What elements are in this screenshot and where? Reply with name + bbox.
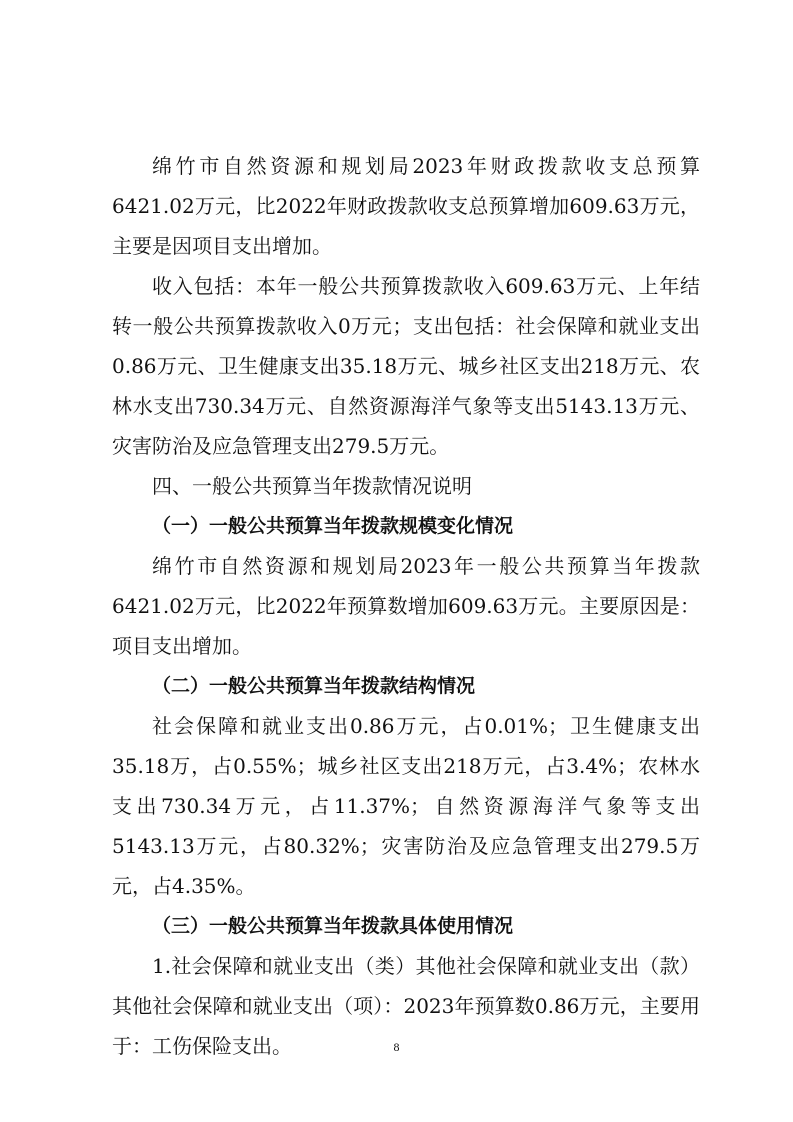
document-body	[112, 146, 700, 1066]
paragraph-structure: 社会保障和就业支出0.86万元，占0.01%；卫生健康支出35.18万，占0.55%；城乡社区支出218万元，占3.4%；农林水支出730.34万元，占11.37%；自然资源海洋气象等支出5143.13万元，占80.32%；灾害防治及应急管理支出279.5万元，占4.35%。	[112, 714, 700, 898]
paragraph-scale-change: 绵竹市自然资源和规划局2023年一般公共预算当年拨款6421.02万元，比2022年预算数增加609.63万元。主要原因是：项目支出增加。	[112, 554, 700, 658]
paragraph-income-expense: 收入包括：本年一般公共预算拨款收入609.63万元、上年结转一般公共预算拨款收入0万元；支出包括：社会保障和就业支出0.86万元、卫生健康支出35.18万元、城乡社区支出218万元、农林水支出730.34万元、自然资源海洋气象等支出5143.13万元、灾害防治及应急管理支出279.5万元。	[112, 274, 700, 458]
subsection-heading-1: （一）一般公共预算当年拨款规模变化情况	[152, 515, 514, 537]
page-number: 8	[393, 1040, 400, 1054]
paragraph-total-budget: 绵竹市自然资源和规划局2023年财政拨款收支总预算6421.02万元，比2022年财政拨款收支总预算增加609.63万元，主要是因项目支出增加。	[112, 154, 700, 258]
section-heading-4: 四、一般公共预算当年拨款情况说明	[152, 474, 472, 498]
subsection-heading-3: （三）一般公共预算当年拨款具体使用情况	[152, 915, 514, 937]
paragraph-specific-use: 1.社会保障和就业支出（类）其他社会保障和就业支出（款）其他社会保障和就业支出（项）：2023年预算数0.86万元，主要用于：工伤保险支出。	[112, 954, 700, 1058]
subsection-heading-2: （二）一般公共预算当年拨款结构情况	[152, 675, 476, 697]
